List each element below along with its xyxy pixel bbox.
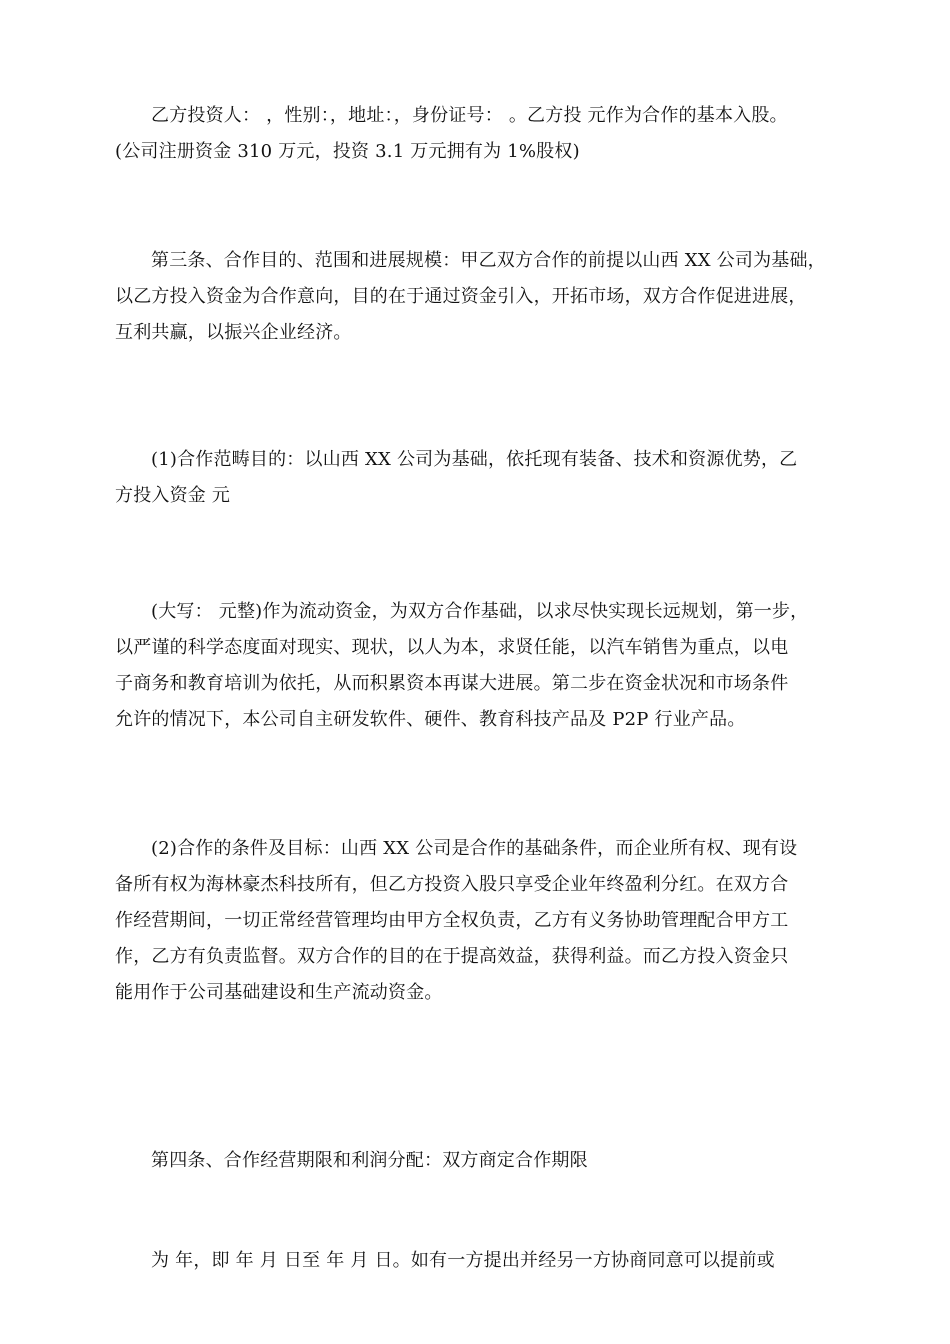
paragraph-scope-1 (115, 442, 835, 514)
text-line: 互利共赢，以振兴企业经济。 (115, 322, 352, 343)
text-line: 乙方投资人： ，性别：，地址：，身份证号： 。乙方投 元作为合作的基本入股。 (151, 105, 788, 126)
text-line: 能用作于公司基础建设和生产流动资金。 (115, 982, 443, 1003)
paragraph-investor-info (115, 98, 835, 170)
text-line: 第三条、合作目的、范围和进展规模：甲乙双方合作的前提以山西 XX 公司为基础， (151, 250, 826, 271)
text-line: 作经营期间，一切正常经营管理均由甲方全权负责，乙方有义务协助管理配合甲方工 (115, 910, 789, 931)
paragraph-article-4 (115, 1143, 835, 1179)
paragraph-term (115, 1243, 835, 1279)
text-line: (大写： 元整)作为流动资金，为双方合作基础，以求尽快实现长远规划，第一步， (151, 601, 809, 622)
text-line: 以乙方投入资金为合作意向，目的在于通过资金引入，开拓市场，双方合作促进进展， (115, 286, 807, 307)
text-line: 允许的情况下，本公司自主研发软件、硬件、教育科技产品及 P2P 行业产品。 (115, 709, 746, 730)
text-line: 第四条、合作经营期限和利润分配：双方商定合作期限 (151, 1150, 588, 1171)
text-line: 备所有权为海林豪杰科技所有，但乙方投资入股只享受企业年终盈利分红。在双方合 (115, 874, 789, 895)
paragraph-conditions-2 (115, 831, 835, 1011)
paragraph-capital (115, 594, 835, 738)
text-line: 子商务和教育培训为依托，从而积累资本再谋大进展。第二步在资金状况和市场条件 (115, 673, 789, 694)
text-line: 作，乙方有负责监督。双方合作的目的在于提高效益，获得利益。而乙方投入资金只 (115, 946, 789, 967)
text-line: 为 年，即 年 月 日至 年 月 日。如有一方提出并经另一方协商同意可以提前或 (151, 1250, 775, 1271)
text-line: 以严谨的科学态度面对现实、现状，以人为本，求贤任能，以汽车销售为重点，以电 (115, 637, 789, 658)
text-line: (1)合作范畴目的：以山西 XX 公司为基础，依托现有装备、技术和资源优势，乙 (151, 449, 798, 470)
text-line: (2)合作的条件及目标：山西 XX 公司是合作的基础条件，而企业所有权、现有设 (151, 838, 798, 859)
text-line: 方投入资金 元 (115, 485, 231, 506)
text-line: (公司注册资金 310 万元，投资 3.1 万元拥有为 1%股权) (115, 141, 580, 162)
paragraph-article-3 (115, 243, 835, 351)
